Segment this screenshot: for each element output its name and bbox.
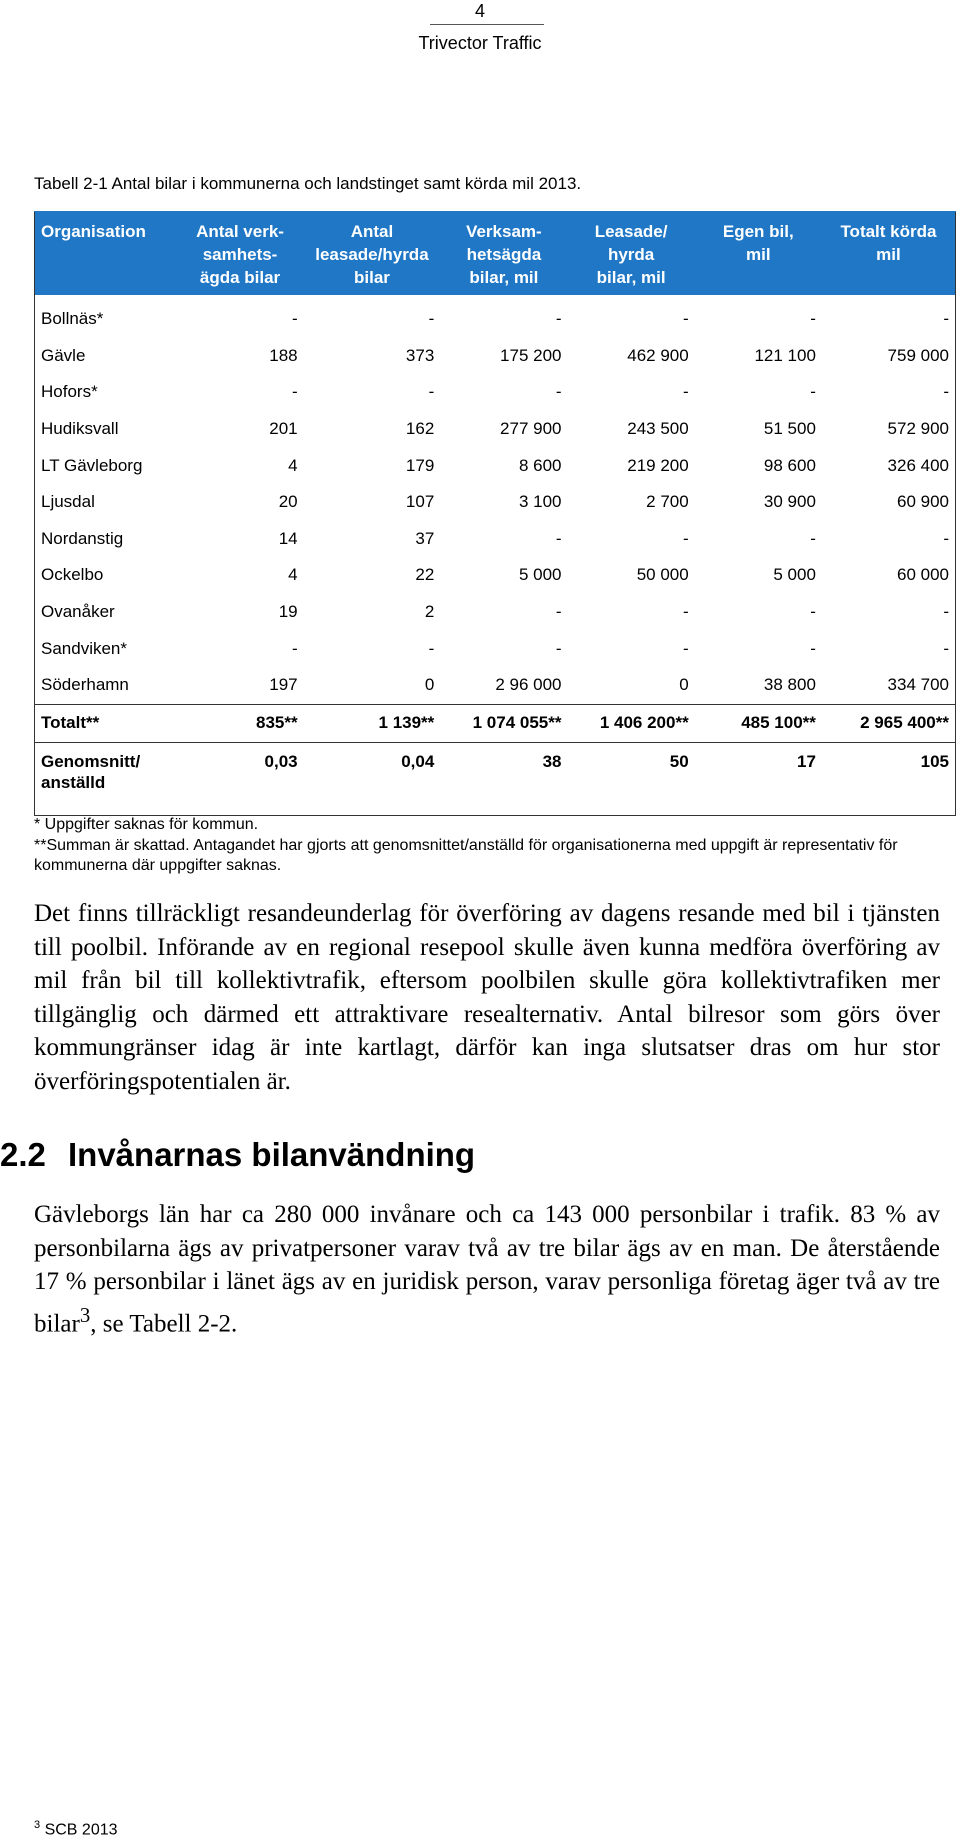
section-heading [0, 1135, 475, 1175]
cell-owned-miles: - [555, 528, 562, 548]
header-owned-cars: Antal verk- samhets- ägda bilar [176, 212, 303, 296]
cell-owned-cars: 14 [278, 528, 298, 548]
cell-owned-cars: 20 [278, 492, 298, 512]
cell-own-car-miles: 30 900 [763, 492, 816, 512]
header-divider [430, 24, 544, 25]
cell-owned-miles: 5 000 [518, 565, 562, 585]
table-row [35, 521, 956, 558]
cell-leased-cars: 162 [405, 419, 435, 439]
cell-organisation: Nordanstig [41, 528, 124, 548]
cell-total-miles: 326 400 [887, 455, 949, 475]
cell-owned-cars: - [291, 638, 298, 658]
cell-owned-miles: - [555, 382, 562, 402]
table-row [35, 338, 956, 375]
header-leased-cars: Antal leasade/hyrda bilar [304, 212, 441, 296]
cell-own-car-miles: - [810, 528, 816, 548]
cell-owned-cars: 4 [288, 455, 298, 475]
cell-owned-cars: - [291, 309, 298, 329]
cell-leased-cars: 179 [405, 455, 435, 475]
cell-total-miles: - [943, 382, 949, 402]
cell-leased-miles: 243 500 [627, 419, 689, 439]
cell-organisation: Hudiksvall [41, 419, 119, 439]
cell-leased-cars: 0,04 [401, 751, 435, 771]
footnote-reference: 3 [79, 1302, 91, 1327]
cell-total-miles: 2 965 400** [822, 704, 956, 742]
cell-leased-miles: 462 900 [627, 345, 689, 365]
cell-owned-cars: 0,03 [264, 751, 298, 771]
cell-total-miles: - [943, 309, 949, 329]
cell-leased-miles: 2 700 [646, 492, 689, 512]
header-total-miles: Totalt körda mil [822, 212, 956, 296]
cell-owned-miles: 3 100 [518, 492, 562, 512]
cell-total-miles: - [943, 528, 949, 548]
company-name: Trivector Traffic [418, 33, 542, 53]
paragraph-poolbil: Det finns tillräckligt resandeunderlag för överföring av dagens resande med bil i tjänsten till poolbil. Införande av en regional resepool skulle även kunna medföra överföring av mil från bil till kollektivtrafik, eftersom poolbilen skulle göra kollektivtrafiken mer tillgänglig och därmed ett attraktivare resealternativ. Antal bilresor som görs över kommungränser idag är inte kartlagt, därför kan inga slutsatser dras om hur stor överföringspotentialen är. [34, 900, 940, 1095]
cell-organisation: Ljusdal [41, 492, 95, 512]
table-row [35, 411, 956, 448]
table-body [35, 295, 956, 815]
cell-leased-miles: 219 200 [627, 455, 689, 475]
cell-own-car-miles: 38 800 [763, 675, 816, 695]
cars-table [34, 211, 956, 816]
header-organisation: Organisation [35, 212, 177, 296]
cell-leased-cars: 0 [424, 675, 435, 695]
cell-own-car-miles: - [810, 382, 816, 402]
paragraph-residents-text: Gävleborgs län har ca 280 000 invånare och ca 143 000 personbilar i trafik. 83 % av personbilarna ägs av privatpersoner varav två av tre bilar ägs av en man. De återstående 17 % personbilar i länet ägs av en juridisk person, varav personliga företag äger två av tre bilar [34, 1201, 940, 1337]
table-row [35, 295, 956, 338]
cell-owned-cars: 188 [269, 345, 298, 365]
footnote-number: 3 [34, 1819, 41, 1831]
cell-owned-miles: 277 900 [500, 419, 562, 439]
cell-owned-miles: - [555, 602, 562, 622]
table-row [35, 594, 956, 631]
cell-leased-cars: - [428, 382, 435, 402]
header-leased-miles: Leasade/ hyrda bilar, mil [568, 212, 695, 296]
cell-organisation: Ovanåker [41, 602, 115, 622]
paragraph-residents [34, 1198, 940, 1340]
table-row [35, 667, 956, 704]
cell-own-car-miles: 51 500 [763, 419, 816, 439]
cell-owned-miles: 1 074 055** [440, 704, 567, 742]
cell-leased-miles: - [683, 602, 689, 622]
cell-organisation: Bollnäs* [41, 309, 104, 329]
cell-organisation: Totalt** [35, 704, 177, 742]
table-row [35, 374, 956, 411]
cell-own-car-miles: 121 100 [754, 345, 816, 365]
footnote-text: SCB 2013 [44, 1821, 118, 1839]
cell-organisation: Hofors* [41, 382, 98, 402]
cell-total-miles: - [943, 602, 949, 622]
cell-owned-miles: 38 [542, 751, 562, 771]
cell-leased-miles: 1 406 200** [568, 704, 695, 742]
cell-leased-cars: 373 [405, 345, 435, 365]
cell-owned-cars: 201 [269, 419, 298, 439]
cell-leased-cars: - [428, 638, 435, 658]
cell-owned-cars: 4 [288, 565, 298, 585]
cell-leased-cars: 1 139** [304, 704, 441, 742]
cell-leased-cars: - [428, 309, 435, 329]
cell-owned-miles: - [555, 638, 562, 658]
header-owned-miles: Verksam- hetsägda bilar, mil [440, 212, 567, 296]
cell-owned-miles: - [555, 309, 562, 329]
cell-organisation: Sandviken* [41, 638, 128, 658]
cell-own-car-miles: 17 [796, 751, 816, 771]
cell-total-miles: 60 900 [897, 492, 949, 512]
cell-owned-cars: 19 [278, 602, 298, 622]
cell-total-miles: 759 000 [887, 345, 949, 365]
section-title: Invånarnas bilanvändning [68, 1136, 476, 1173]
cell-organisation: Ockelbo [41, 565, 104, 585]
paragraph-residents-tail: , se Tabell 2-2. [90, 1309, 238, 1337]
table-caption: Tabell 2-1 Antal bilar i kommunerna och landstinget samt körda mil 2013. [34, 174, 582, 193]
cell-owned-miles: 2 96 000 [495, 675, 562, 695]
header-own-car-miles: Egen bil, mil [695, 212, 822, 296]
table-row [35, 484, 956, 521]
cell-total-miles: 60 000 [897, 565, 949, 585]
cell-organisation: Gävle [41, 345, 86, 365]
table-average-row [35, 742, 956, 815]
cell-total-miles: 572 900 [887, 419, 949, 439]
cell-owned-miles: 8 600 [518, 455, 562, 475]
cell-leased-cars: 2 [424, 602, 435, 622]
cell-own-car-miles: - [810, 309, 816, 329]
table-note-missing: * Uppgifter saknas för kommun. [34, 816, 259, 833]
cell-leased-miles: - [683, 309, 689, 329]
cell-owned-cars: - [291, 382, 298, 402]
footnote [34, 1815, 118, 1840]
cell-leased-cars: 107 [405, 492, 435, 512]
table-note-estimated: **Summan är skattad. Antagandet har gjorts att genomsnittet/anställd för organisationerna med uppgift är representativ för kommunerna där uppgifter saknas. [34, 837, 898, 874]
cell-owned-cars: 197 [269, 675, 298, 695]
cell-owned-miles: 175 200 [500, 345, 562, 365]
cell-total-miles: 105 [920, 751, 949, 771]
cell-leased-miles: 50 [669, 751, 689, 771]
table-row [35, 630, 956, 667]
cell-own-car-miles: 485 100** [695, 704, 822, 742]
cell-leased-cars: 37 [415, 528, 435, 548]
cell-total-miles: - [943, 638, 949, 658]
table-row [35, 557, 956, 594]
cell-organisation: Söderhamn [41, 675, 129, 695]
table-total-row [35, 704, 956, 742]
table-row [35, 447, 956, 484]
cell-owned-cars: 835** [176, 704, 303, 742]
section-number: 2.2 [0, 1136, 46, 1173]
cell-leased-miles: - [683, 382, 689, 402]
cell-organisation: Genomsnitt/ anställd [41, 751, 141, 792]
cell-own-car-miles: - [810, 638, 816, 658]
cell-total-miles: 334 700 [887, 675, 949, 695]
cell-own-car-miles: 98 600 [763, 455, 816, 475]
cell-organisation: LT Gävleborg [41, 455, 143, 475]
page-number: 4 [474, 1, 485, 21]
cell-own-car-miles: 5 000 [773, 565, 816, 585]
cell-leased-cars: 22 [415, 565, 435, 585]
cell-own-car-miles: - [810, 602, 816, 622]
cell-leased-miles: 50 000 [636, 565, 689, 585]
cell-leased-miles: - [683, 638, 689, 658]
table-header-row [35, 212, 956, 296]
cell-leased-miles: 0 [679, 675, 689, 695]
cell-leased-miles: - [683, 528, 689, 548]
